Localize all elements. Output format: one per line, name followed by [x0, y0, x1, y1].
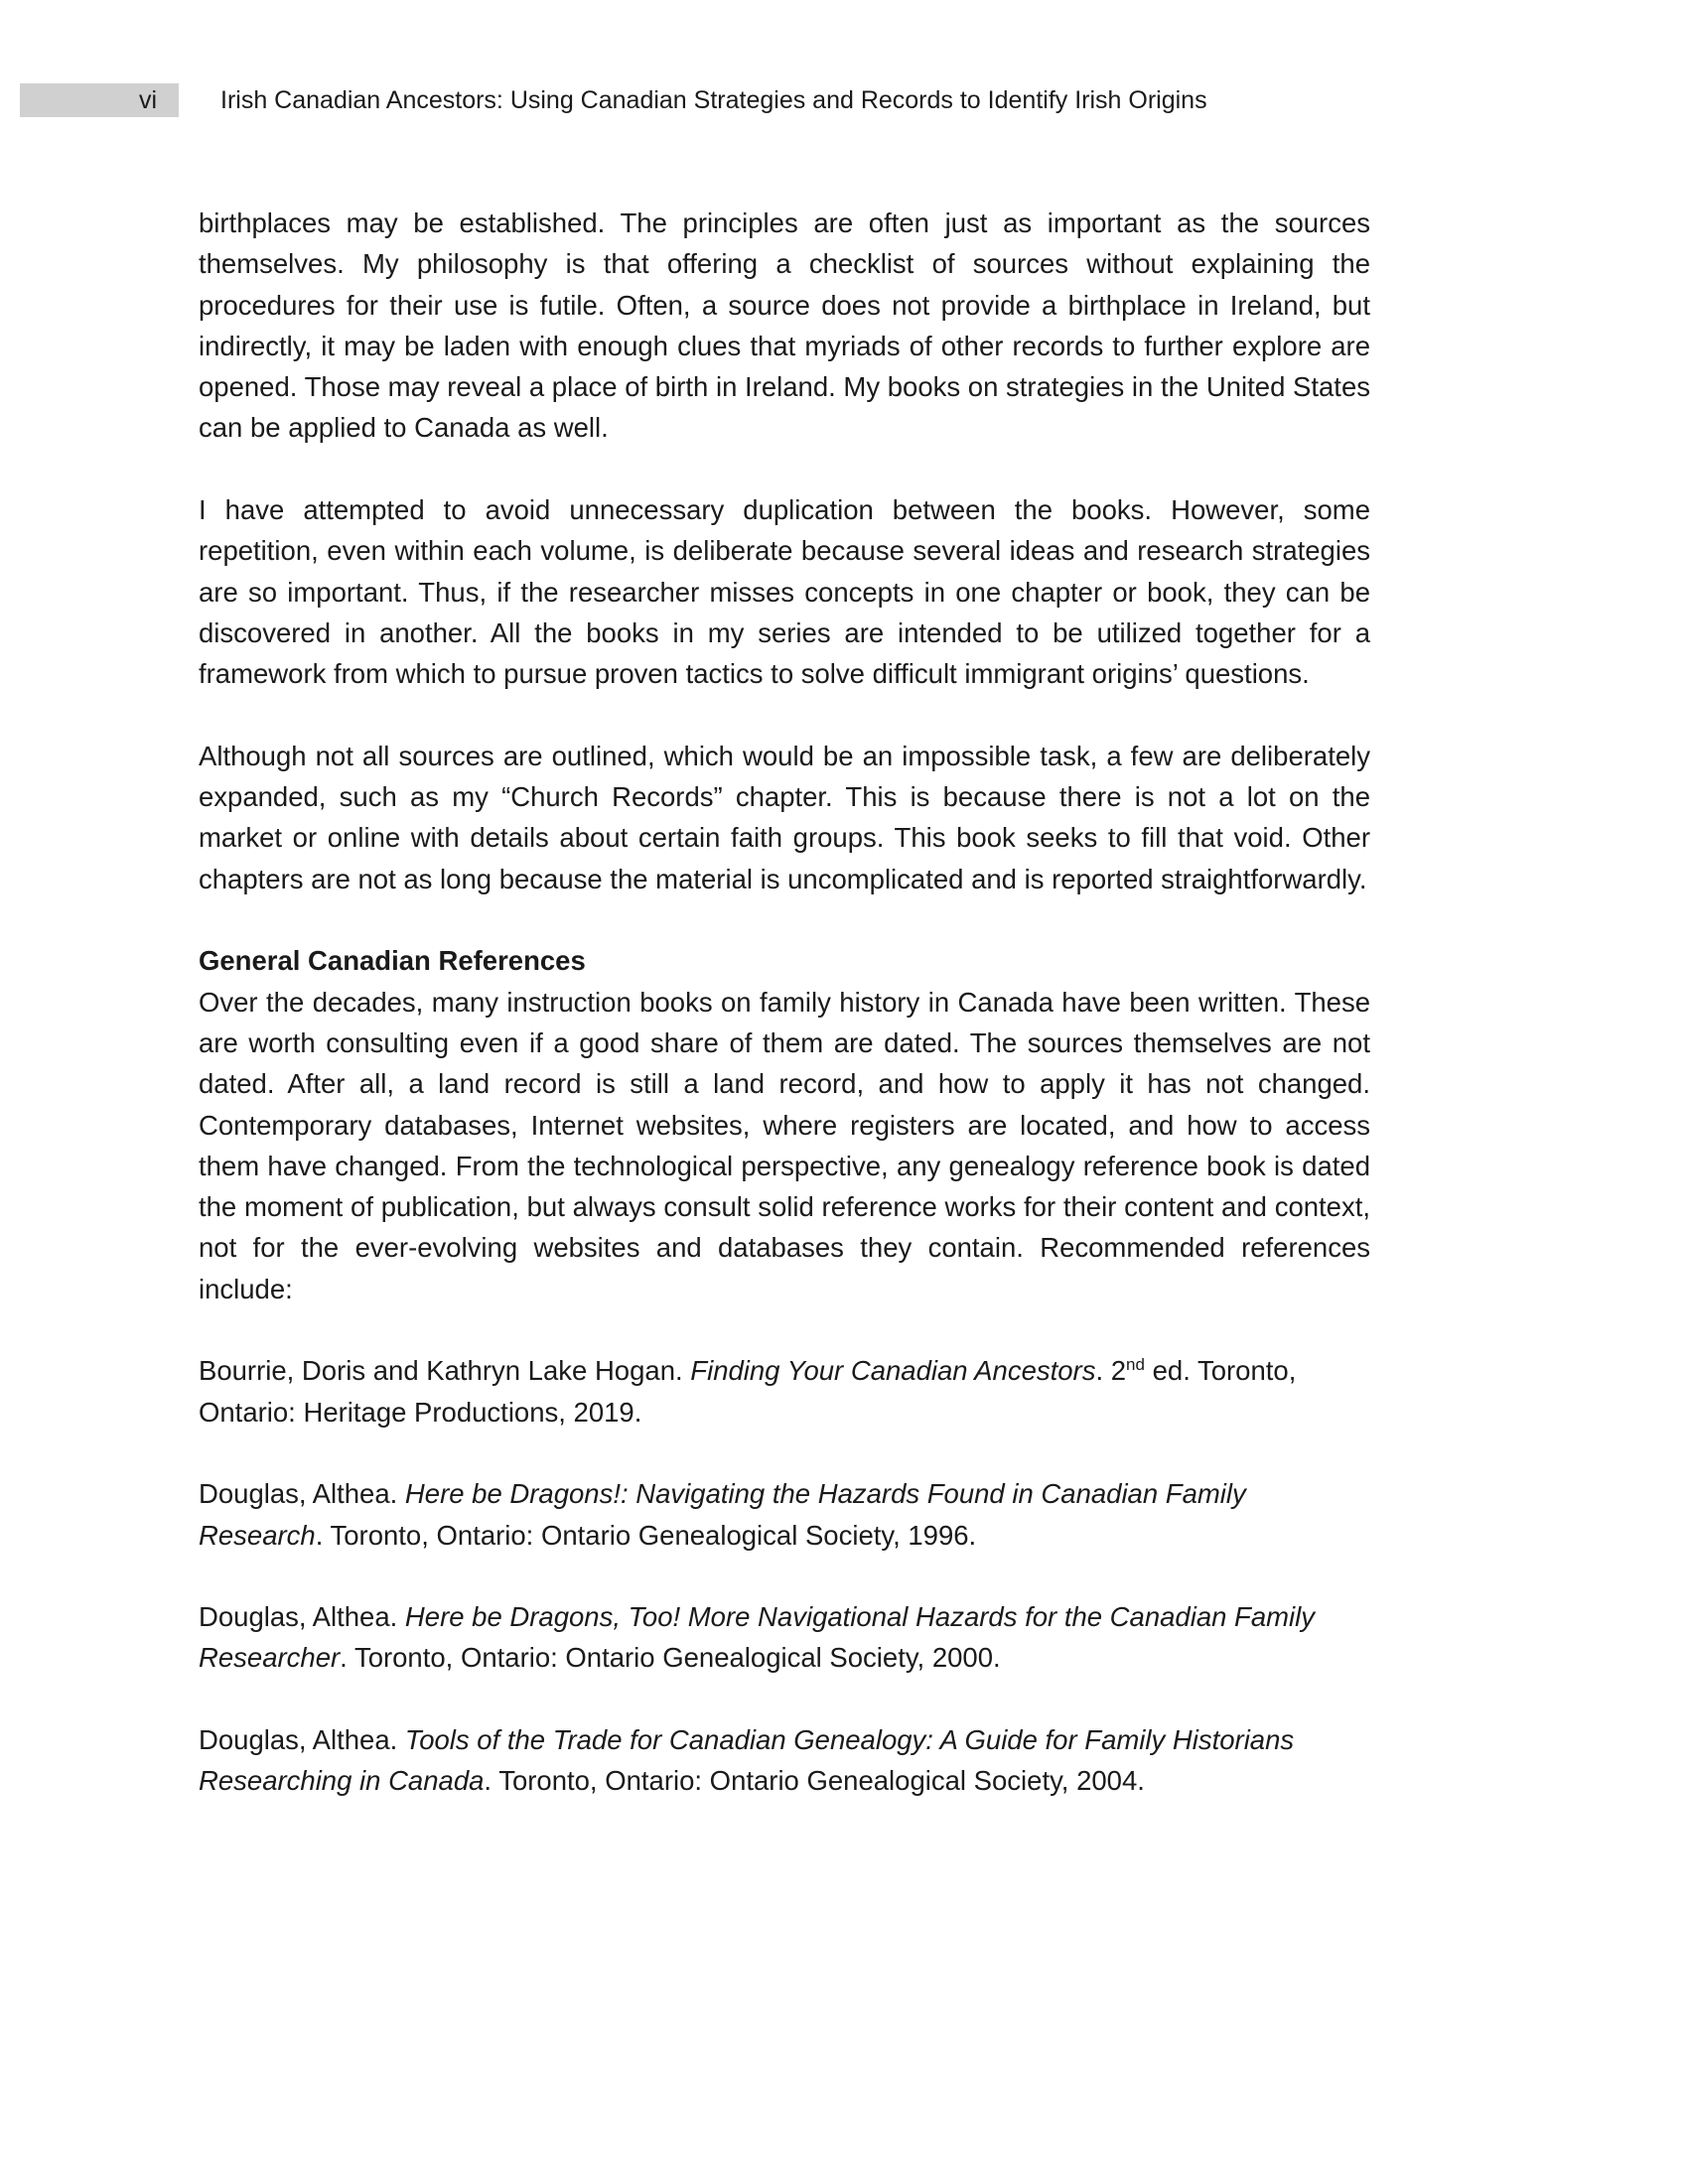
page-header	[0, 83, 1688, 117]
reference-title: Finding Your Canadian Ancestors	[690, 1355, 1096, 1387]
body-text	[199, 203, 1370, 1843]
reference-author: Douglas, Althea.	[199, 1601, 405, 1633]
reference-entry	[199, 1473, 1370, 1556]
reference-entry	[199, 1596, 1370, 1679]
reference-publisher: . Toronto, Ontario: Ontario Genealogical Society, 2004.	[484, 1765, 1145, 1797]
reference-author: Douglas, Althea.	[199, 1723, 405, 1755]
page-number: vi	[20, 83, 179, 117]
reference-publisher: ed. Toronto, Ontario: Heritage Productions, 2019.	[199, 1355, 1297, 1428]
paragraph: birthplaces may be established. The principles are often just as important as the sources themselves. My philosophy is that offering a checklist of sources without explaining the procedures for their use is futile. Often, a source does not provide a birthplace in Ireland, but indirectly, it may be laden with enough clues that myriads of other records to further explore are opened. Those may reveal a place of birth in Ireland. My books on strategies in the United States can be applied to Canada as well.	[199, 207, 1370, 444]
reference-entry	[199, 1719, 1370, 1802]
reference-author: Douglas, Althea.	[199, 1478, 405, 1510]
reference-entry	[199, 1350, 1370, 1433]
reference-title: Here be Dragons, Too! More Navigational Hazards for the Canadian Family Researcher	[199, 1601, 1316, 1674]
reference-edition-suffix: nd	[1126, 1355, 1145, 1375]
reference-publisher: . Toronto, Ontario: Ontario Genealogical Society, 2000.	[340, 1642, 1001, 1674]
reference-title: Tools of the Trade for Canadian Genealogy: A Guide for Family Historians Researching in Canada	[199, 1723, 1295, 1797]
reference-edition: . 2	[1095, 1355, 1127, 1387]
section-intro: Over the decades, many instruction books on family history in Canada have been written. These are worth consulting even if a good share of them are dated. The sources themselves are not dated. After all, a land record is still a land record, and how to apply it has not changed. Contemporary databases, Internet websites, where registers are located, and how to access them have changed. From the technological perspective, any genealogy reference book is dated the moment of publication, but always consult solid reference works for their content and context, not for the ever-evolving websites and databases they contain. Recommended references include:	[199, 986, 1370, 1304]
paragraph: I have attempted to avoid unnecessary duplication between the books. However, some repetition, even within each volume, is deliberate because several ideas and research strategies are so important. Thus, if the researcher misses concepts in one chapter or book, they can be discovered in another. All the books in my series are intended to be utilized together for a framework from which to pursue proven tactics to solve difficult immigrant origins’ questions.	[199, 494, 1370, 690]
running-title: Irish Canadian Ancestors: Using Canadian Strategies and Records to Identify Irish Origins	[220, 86, 1207, 114]
reference-publisher: . Toronto, Ontario: Ontario Genealogical Society, 1996.	[315, 1519, 977, 1551]
reference-author: Bourrie, Doris and Kathryn Lake Hogan.	[199, 1355, 691, 1387]
reference-title: Here be Dragons!: Navigating the Hazards Found in Canadian Family Research	[199, 1478, 1246, 1551]
section-heading: General Canadian References	[199, 945, 586, 977]
paragraph: Although not all sources are outlined, which would be an impossible task, a few are deliberately expanded, such as my “Church Records” chapter. This is because there is not a lot on the market or online with details about certain faith groups. This book seeks to fill that void. Other chapters are not as long because the material is uncomplicated and is reported straightforwardly.	[199, 740, 1370, 894]
